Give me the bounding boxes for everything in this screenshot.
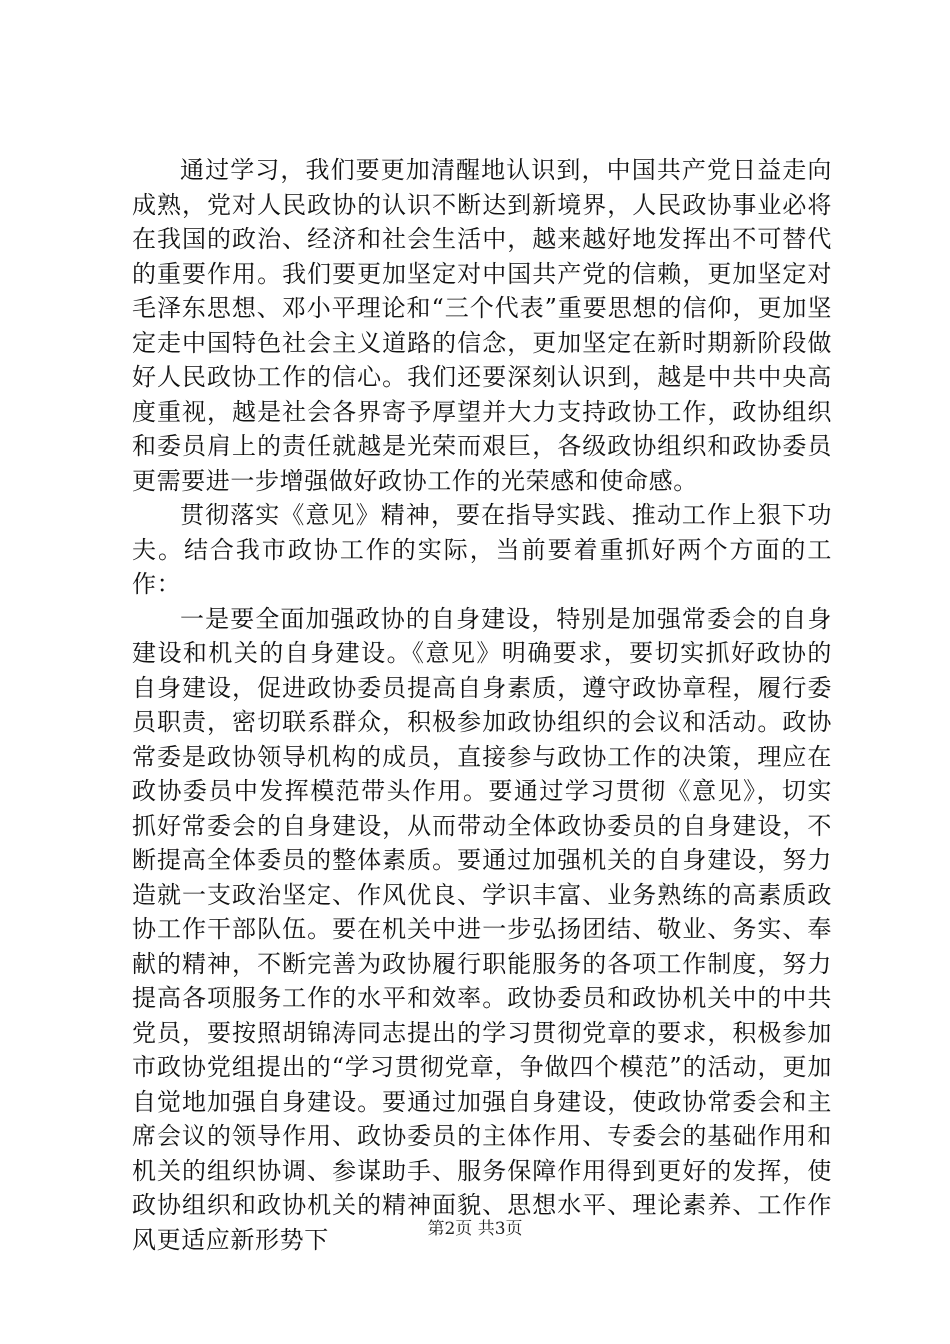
paragraph-2: 贯彻落实《意见》精神，要在指导实践、推动工作上狠下功夫。结合我市政协工作的实际，当前要着重抓好两个方面的工作： xyxy=(132,501,832,598)
document-body xyxy=(132,153,832,1257)
page-number-footer: 第2页 共3页 xyxy=(427,1219,523,1239)
paragraph-3: 一是要全面加强政协的自身建设，特别是加强常委会的自身建设和机关的自身建设。《意见》明确要求，要切实抓好政协的自身建设，促进政协委员提高自身素质，遵守政协章程，履行委员职责，密切联系群众，积极参加政协组织的会议和活动。政协常委是政协领导机构的成员，直接参与政协工作的决策，理应在政协委员中发挥模范带头作用。要通过学习贯彻《意见》，切实抓好常委会的自身建设，从而带动全体政协委员的自身建设，不断提高全体委员的整体素质。要通过加强机关的自身建设，努力造就一支政治坚定、作风优良、学识丰富、业务熟练的高素质政协工作干部队伍。要在机关中进一步弘扬团结、敬业、务实、奉献的精神，不断完善为政协履行职能服务的各项工作制度，努力提高各项服务工作的水平和效率。政协委员和政协机关中的中共党员，要按照胡锦涛同志提出的学习贯彻党章的要求，积极参加市政协党组提出的“学习贯彻党章，争做四个模范”的活动，更加自觉地加强自身建设。要通过加强自身建设，使政协常委会和主席会议的领导作用、政协委员的主体作用、专委会的基础作用和机关的组织协调、参谋助手、服务保障作用得到更好的发挥，使政协组织和政协机关的精神面貌、思想水平、理论素养、工作作风更适应新形势下 xyxy=(132,604,832,1254)
paragraph-1: 通过学习，我们要更加清醒地认识到，中国共产党日益走向成熟，党对人民政协的认识不断达到新境界，人民政协事业必将在我国的政治、经济和社会生活中，越来越好地发挥出不可替代的重要作用。我们要更加坚定对中国共产党的信赖，更加坚定对毛泽东思想、邓小平理论和“三个代表”重要思想的信仰，更加坚定走中国特色社会主义道路的信念，更加坚定在新时期新阶段做好人民政协工作的信心。我们还要深刻认识到，越是中共中央高度重视，越是社会各界寄予厚望并大力支持政协工作，政协组织和委员肩上的责任就越是光荣而艰巨，各级政协组织和政协委员更需要进一步增强做好政协工作的光荣感和使命感。 xyxy=(132,156,832,495)
